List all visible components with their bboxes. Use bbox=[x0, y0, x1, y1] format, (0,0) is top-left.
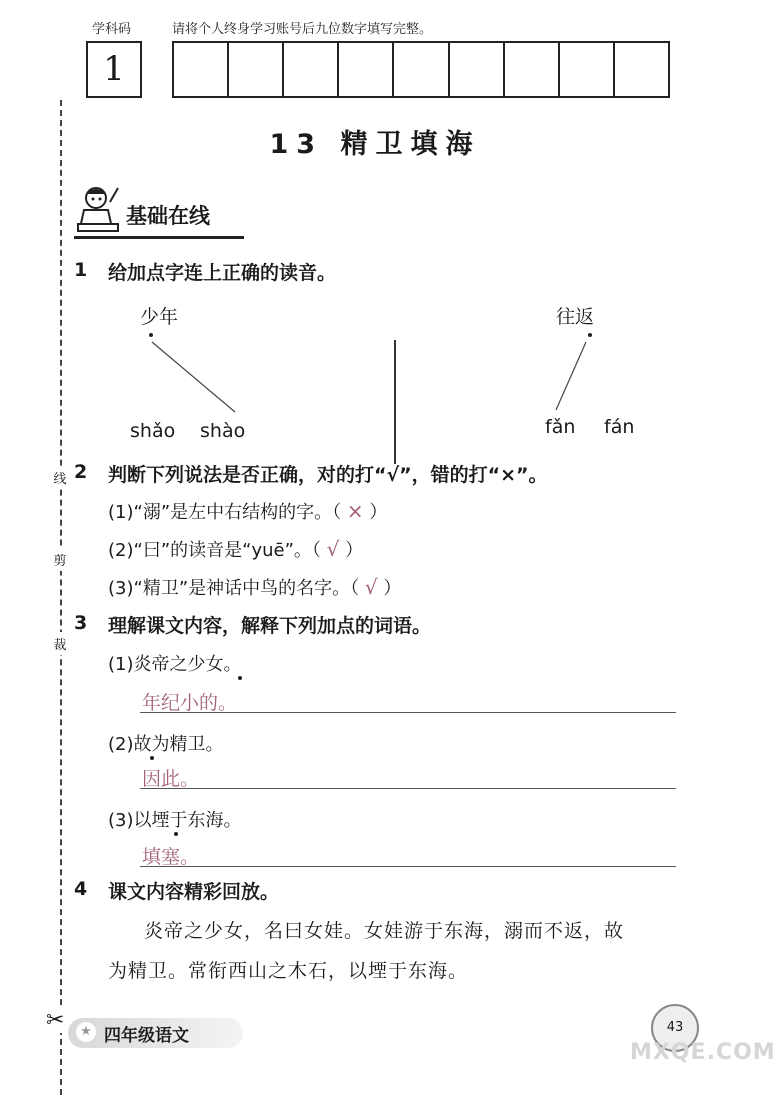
page-number: 43 bbox=[651, 1004, 699, 1052]
q3-answer-1[interactable]: 年纪小的。 bbox=[142, 692, 238, 714]
q4-passage-line-1: 炎帝之少女，名曰女娃。女娃游于东海，溺而不返，故 bbox=[144, 920, 625, 942]
q2-item-text: (3)“精卫”是神话中鸟的名字。（ bbox=[108, 578, 360, 599]
q2-number: 2 bbox=[74, 461, 88, 483]
subject-code-value: 1 bbox=[103, 49, 125, 89]
q1-word-a: 少年 bbox=[140, 306, 179, 328]
q3-prompt: 理解课文内容，解释下列加点的词语。 bbox=[108, 615, 432, 637]
q1-prompt: 给加点字连上正确的读音。 bbox=[108, 262, 337, 284]
account-instruction: 请将个人终身学习账号后九位数字填写完整。 bbox=[172, 22, 433, 37]
subject-code-label: 学科码 bbox=[92, 22, 132, 37]
scissors-icon: ✂ bbox=[46, 1008, 65, 1033]
answer-line bbox=[140, 788, 676, 789]
emphasis-dot bbox=[174, 832, 178, 836]
q4-number: 4 bbox=[74, 878, 88, 900]
q3-number: 3 bbox=[74, 612, 88, 634]
q2-item-text: (2)“曰”的读音是“yuē”。（ bbox=[108, 540, 321, 561]
q1-pinyin-b1: fǎn bbox=[545, 416, 576, 438]
q2-item-close: ） bbox=[383, 578, 402, 599]
q4-passage-line-2: 为精卫。常衔西山之木石，以堙于东海。 bbox=[108, 960, 469, 982]
emphasis-dot bbox=[150, 756, 154, 760]
q3-item-2: (2)故为精卫。 bbox=[108, 734, 224, 755]
q2-answer-mark: √ bbox=[364, 575, 378, 599]
q2-item-3 bbox=[108, 574, 401, 600]
q4-prompt: 课文内容精彩回放。 bbox=[108, 881, 280, 903]
q3-answer-2[interactable]: 因此。 bbox=[142, 768, 200, 790]
star-icon: ★ bbox=[76, 1022, 96, 1042]
q3-item-3: (3)以堙于东海。 bbox=[108, 810, 242, 831]
q1-pinyin-b2: fán bbox=[604, 416, 635, 438]
q2-item-2 bbox=[108, 536, 363, 562]
q1-pinyin-a2: shào bbox=[200, 420, 246, 442]
answer-line bbox=[140, 866, 676, 867]
q2-item-close: ） bbox=[369, 502, 388, 523]
q2-answer-mark: √ bbox=[326, 537, 340, 561]
answer-line bbox=[140, 712, 676, 713]
q3-answer-3[interactable]: 填塞。 bbox=[142, 846, 200, 868]
q2-prompt: 判断下列说法是否正确，对的打“√”，错的打“×”。 bbox=[108, 464, 548, 486]
q1-pinyin-a1: shǎo bbox=[130, 420, 176, 442]
side-label-line: 线 bbox=[50, 466, 70, 489]
q2-item-text: (1)“溺”是左中右结构的字。（ bbox=[108, 502, 342, 523]
emphasis-dot bbox=[238, 676, 242, 680]
footer-book-title: 四年级语文 bbox=[104, 1026, 189, 1046]
q2-answer-mark: × bbox=[346, 499, 364, 523]
q1-number: 1 bbox=[74, 259, 88, 281]
q1-word-b: 往返 bbox=[556, 306, 595, 328]
side-label-cut: 剪 bbox=[50, 548, 70, 571]
lesson-title: 13 精卫填海 bbox=[269, 129, 481, 160]
q2-item-close: ） bbox=[345, 540, 364, 561]
watermark: MXQE.COM bbox=[630, 1040, 776, 1065]
q2-item-1 bbox=[108, 498, 387, 524]
section-title: 基础在线 bbox=[126, 204, 210, 228]
side-label-trim: 裁 bbox=[50, 632, 70, 655]
q3-item-1: (1)炎帝之少女。 bbox=[108, 654, 242, 675]
